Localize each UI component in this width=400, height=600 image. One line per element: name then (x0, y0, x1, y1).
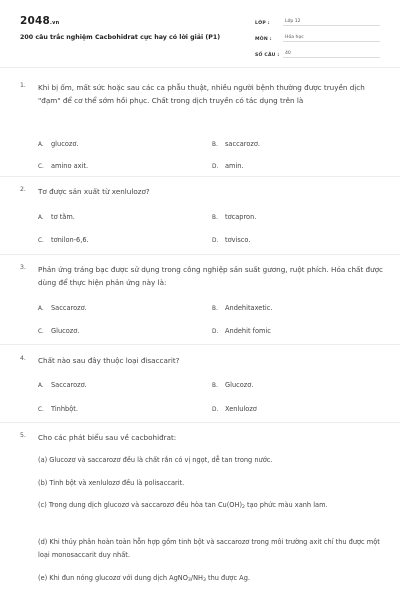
meta-grade-value: Lớp 12 (283, 19, 380, 26)
option-d[interactable]: D. amin. (212, 162, 244, 170)
document-meta (255, 10, 380, 58)
meta-subject-value: Hóa học (283, 35, 380, 42)
option-a[interactable]: A. tơ tằm. (38, 213, 75, 221)
question-divider (0, 344, 400, 345)
question-number: 4. (20, 355, 26, 362)
question-1 (20, 82, 386, 174)
question-text: Khi bị ốm, mất sức hoặc sau các ca phẫu thuật, nhiều người bệnh thường được truyền dịch "đạm" để cơ thể sớm hồi phục. Chất trong dịch truyền có tác dụng trên là (38, 83, 365, 105)
question-2 (20, 186, 386, 248)
option-c[interactable]: C. tơnilon-6,6. (38, 236, 89, 244)
option-b[interactable]: B. tơcapron. (212, 213, 257, 221)
option-a[interactable]: A. glucozơ. (38, 140, 79, 148)
option-d[interactable]: D. tơvisco. (212, 236, 251, 244)
question-number: 2. (20, 186, 26, 193)
question-4 (20, 355, 386, 417)
question-3 (20, 264, 386, 342)
option-b[interactable]: B. saccarozơ. (212, 140, 260, 148)
meta-count-value: 40 (283, 51, 380, 58)
page-header (0, 0, 400, 68)
option-d[interactable]: D. Xenlulozơ (212, 405, 257, 413)
option-b[interactable]: B. Andehitaxetic. (212, 304, 273, 312)
question-text: Chất nào sau đây thuộc loại đisaccarit? (38, 356, 180, 365)
question-divider (0, 254, 400, 255)
question-number: 3. (20, 264, 26, 271)
question-number: 5. (20, 432, 26, 439)
statement-a: (a) Glucozơ và saccarozơ đều là chất rắn có vị ngọt, dễ tan trong nước. (38, 456, 273, 464)
option-c[interactable]: C. amino axit. (38, 162, 89, 170)
header-divider (0, 67, 400, 68)
meta-grade (255, 10, 380, 26)
option-d[interactable]: D. Andehit fomic (212, 327, 271, 335)
statement-c: (c) Trong dung dịch glucozơ và saccarozơ đều hòa tan Cu(OH)2 tạo phức màu xanh lam. (38, 501, 328, 510)
question-5 (20, 432, 386, 592)
meta-subject-label: MÔN : (255, 37, 272, 42)
option-a[interactable]: A. Saccarozơ. (38, 381, 87, 389)
statement-d: (d) Khi thủy phân hoàn toàn hỗn hợp gồm tinh bột và saccarozơ trong môi trường axit chỉ thu được một loại monosaccarit duy nhất. (38, 538, 380, 559)
site-logo[interactable]: 2048.vn (20, 15, 60, 27)
statement-e: (e) Khi đun nóng glucozơ với dung dịch AgNO3/NH3 thu được Ag. (38, 574, 250, 583)
option-a[interactable]: A. Saccarozơ. (38, 304, 87, 312)
option-b[interactable]: B. Glucozơ. (212, 381, 254, 389)
option-c[interactable]: C. Tinhbột. (38, 405, 78, 413)
question-text: Phản ứng tráng bạc được sử dụng trong công nghiệp sản suất gương, ruột phích. Hóa chất được dùng để thực hiện phản ứng này là: (38, 265, 384, 287)
option-c[interactable]: C. Glucozơ. (38, 327, 80, 335)
meta-count-label: SỐ CÂU : (255, 53, 280, 58)
question-text: Cho các phát biểu sau về cacbohiđrat: (38, 433, 177, 442)
meta-subject (255, 26, 380, 42)
document-title: 200 câu trắc nghiệm Cacbohidrat cực hay có lời giải (P1) (20, 34, 221, 41)
meta-grade-label: LỚP : (255, 21, 270, 26)
statement-b: (b) Tinh bột và xenlulozơ đều là polisaccarit. (38, 479, 185, 487)
question-number: 1. (20, 82, 26, 89)
meta-count (255, 42, 380, 58)
question-text: Tơ được sản xuất từ xenlulozơ? (38, 187, 150, 196)
question-divider (0, 176, 400, 177)
question-divider (0, 422, 400, 423)
